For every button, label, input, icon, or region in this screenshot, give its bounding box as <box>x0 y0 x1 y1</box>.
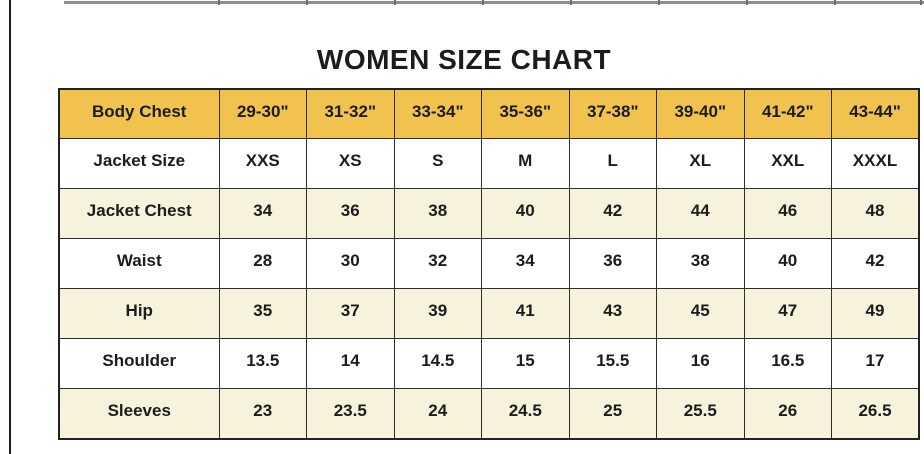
remnant-column-divider <box>570 0 572 5</box>
value-cell: 35 <box>219 289 307 339</box>
value-cell: 26 <box>744 389 832 440</box>
value-cell: 36 <box>569 239 657 289</box>
value-cell: 48 <box>832 189 920 239</box>
header-cell-size-range: 41-42" <box>744 89 832 139</box>
value-cell: 49 <box>832 289 920 339</box>
header-cell-size-range: 43-44" <box>832 89 920 139</box>
value-cell: 47 <box>744 289 832 339</box>
header-cell-size-range: 37-38" <box>569 89 657 139</box>
value-cell: 28 <box>219 239 307 289</box>
left-border-line <box>9 0 11 454</box>
table-row <box>59 239 919 289</box>
value-cell: XXXL <box>832 139 920 189</box>
value-cell: 38 <box>657 239 745 289</box>
page-title: WOMEN SIZE CHART <box>316 44 612 75</box>
value-cell: 41 <box>482 289 570 339</box>
header-cell-body-chest: Body Chest <box>59 89 219 139</box>
value-cell: 15.5 <box>569 339 657 389</box>
value-cell: 40 <box>744 239 832 289</box>
header-cell-size-range: 29-30" <box>219 89 307 139</box>
table-row <box>59 139 919 189</box>
remnant-column-divider <box>482 0 484 5</box>
value-cell: 42 <box>569 189 657 239</box>
value-cell: S <box>394 139 482 189</box>
remnant-column-divider <box>658 0 660 5</box>
value-cell: 45 <box>657 289 745 339</box>
value-cell: 30 <box>307 239 395 289</box>
value-cell: 23.5 <box>307 389 395 440</box>
value-cell: XXS <box>219 139 307 189</box>
value-cell: 36 <box>307 189 395 239</box>
value-cell: 24.5 <box>482 389 570 440</box>
remnant-column-divider <box>394 0 396 5</box>
remnant-column-divider <box>218 0 220 5</box>
remnant-column-divider <box>306 0 308 5</box>
table-row <box>59 339 919 389</box>
value-cell: XL <box>657 139 745 189</box>
row-label-cell: Sleeves <box>59 389 219 440</box>
value-cell: 16 <box>657 339 745 389</box>
row-label-cell: Hip <box>59 289 219 339</box>
remnant-column-divider <box>746 0 748 5</box>
row-label-cell: Shoulder <box>59 339 219 389</box>
remnant-column-divider <box>834 0 836 5</box>
value-cell: 14.5 <box>394 339 482 389</box>
value-cell: 44 <box>657 189 745 239</box>
value-cell: 32 <box>394 239 482 289</box>
value-cell: 46 <box>744 189 832 239</box>
remnant-column-divider <box>920 0 922 5</box>
header-cell-size-range: 35-36" <box>482 89 570 139</box>
value-cell: 42 <box>832 239 920 289</box>
value-cell: 37 <box>307 289 395 339</box>
value-cell: 23 <box>219 389 307 440</box>
value-cell: L <box>569 139 657 189</box>
value-cell: 24 <box>394 389 482 440</box>
cropped-table-remnant-line <box>64 1 924 4</box>
row-label-cell: Jacket Chest <box>59 189 219 239</box>
women-size-chart-table <box>58 88 920 440</box>
value-cell: 38 <box>394 189 482 239</box>
value-cell: 40 <box>482 189 570 239</box>
row-label-cell: Waist <box>59 239 219 289</box>
value-cell: M <box>482 139 570 189</box>
header-row <box>59 89 919 139</box>
value-cell: 26.5 <box>832 389 920 440</box>
value-cell: XXL <box>744 139 832 189</box>
value-cell: 15 <box>482 339 570 389</box>
table-row <box>59 389 919 440</box>
value-cell: 16.5 <box>744 339 832 389</box>
value-cell: 43 <box>569 289 657 339</box>
header-cell-size-range: 39-40" <box>657 89 745 139</box>
row-label-cell: Jacket Size <box>59 139 219 189</box>
header-cell-size-range: 31-32" <box>307 89 395 139</box>
value-cell: 17 <box>832 339 920 389</box>
value-cell: 14 <box>307 339 395 389</box>
value-cell: 13.5 <box>219 339 307 389</box>
value-cell: XS <box>307 139 395 189</box>
value-cell: 34 <box>482 239 570 289</box>
value-cell: 25.5 <box>657 389 745 440</box>
value-cell: 34 <box>219 189 307 239</box>
value-cell: 39 <box>394 289 482 339</box>
table-row <box>59 189 919 239</box>
value-cell: 25 <box>569 389 657 440</box>
header-cell-size-range: 33-34" <box>394 89 482 139</box>
table-row <box>59 289 919 339</box>
